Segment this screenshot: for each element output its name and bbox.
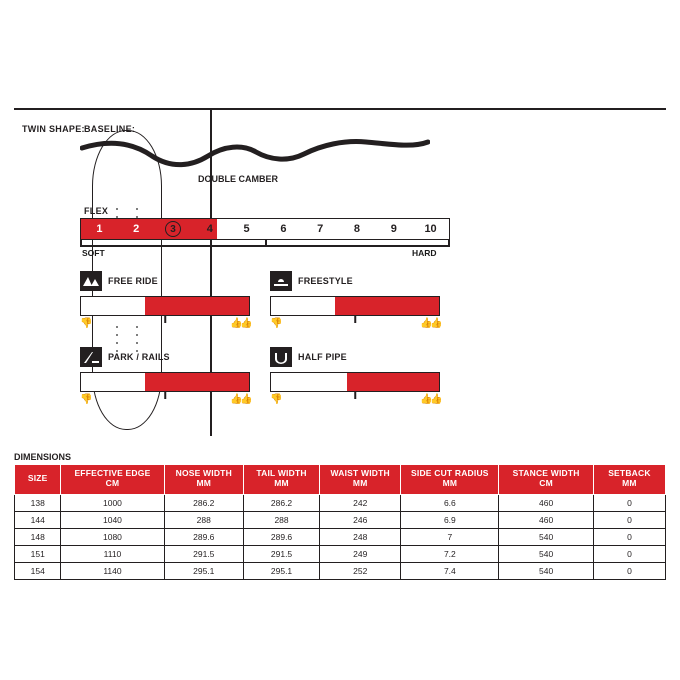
discipline-header — [270, 346, 440, 368]
thumbs-up-icon: 👍 — [430, 318, 443, 329]
cell-effective-edge: 1000 — [61, 494, 164, 511]
discipline-header — [270, 270, 440, 292]
discipline-rating-fill — [347, 373, 439, 391]
discipline-rating-bar[interactable] — [270, 296, 440, 316]
dimensions-label: DIMENSIONS — [14, 452, 72, 462]
insert-dot — [116, 342, 118, 344]
insert-dot — [136, 208, 138, 210]
table-row — [15, 528, 666, 545]
table-row — [15, 545, 666, 562]
cell-stance-width: 460 — [499, 494, 594, 511]
cell-tail-width: 288 — [244, 511, 320, 528]
column-header-size: SIZE — [15, 465, 61, 495]
discipline-rating-bar[interactable] — [270, 372, 440, 392]
flex-selected-marker: 3 — [165, 221, 181, 237]
thumbs-up-icon: 👍 — [230, 318, 243, 329]
column-header-tail-width: TAIL WIDTH MM — [244, 465, 320, 495]
flex-number-row — [81, 219, 449, 239]
table-header-row — [15, 465, 666, 495]
discipline-rating-bar[interactable] — [80, 296, 250, 316]
thumbs-up-icon: 👍 — [420, 318, 433, 329]
twin-shape-label: TWIN SHAPE: — [22, 124, 85, 134]
cell-setback: 0 — [593, 562, 665, 579]
cell-effective-edge: 1140 — [61, 562, 164, 579]
table-row — [15, 562, 666, 579]
freestyle-icon — [270, 271, 292, 291]
discipline-rating-fill — [145, 297, 249, 315]
flex-label: FLEX — [84, 206, 109, 216]
cell-stance-width: 540 — [499, 528, 594, 545]
flex-step-6[interactable]: 6 — [280, 223, 287, 235]
discipline-title: HALF PIPE — [298, 352, 347, 362]
column-header-waist-width: WAIST WIDTH MM — [320, 465, 401, 495]
thumbs-down-icon: 👎 — [270, 394, 283, 405]
rating-midpoint-tick — [354, 392, 356, 399]
rating-midpoint-tick — [354, 316, 356, 323]
discipline-title: PARK / RAILS — [108, 352, 170, 362]
cell-setback: 0 — [593, 545, 665, 562]
discipline-half-pipe — [270, 346, 443, 412]
rail-icon — [80, 347, 102, 367]
cell-nose-width: 289.6 — [164, 528, 244, 545]
flex-step-5[interactable]: 5 — [243, 223, 250, 235]
cell-waist-width: 249 — [320, 545, 401, 562]
discipline-rating-fill — [145, 373, 249, 391]
cell-waist-width: 248 — [320, 528, 401, 545]
rating-midpoint-tick — [164, 392, 166, 399]
cell-size: 144 — [15, 511, 61, 528]
thumbs-down-icon: 👎 — [270, 318, 283, 329]
cell-setback: 0 — [593, 494, 665, 511]
flex-step-2[interactable]: 2 — [133, 223, 140, 235]
cell-size: 148 — [15, 528, 61, 545]
column-header-nose-width: NOSE WIDTH MM — [164, 465, 244, 495]
cell-side-cut-radius: 7.2 — [401, 545, 499, 562]
cell-waist-width: 242 — [320, 494, 401, 511]
top-divider — [14, 108, 666, 110]
discipline-header — [80, 270, 250, 292]
camber-caption: DOUBLE CAMBER — [198, 174, 278, 184]
discipline-title: FREESTYLE — [298, 276, 353, 286]
insert-dot — [116, 208, 118, 210]
cell-side-cut-radius: 7.4 — [401, 562, 499, 579]
cell-nose-width: 286.2 — [164, 494, 244, 511]
flex-step-9[interactable]: 9 — [390, 223, 397, 235]
insert-dot — [136, 342, 138, 344]
column-header-stance-width: STANCE WIDTH CM — [499, 465, 594, 495]
cell-tail-width: 291.5 — [244, 545, 320, 562]
thumbs-up-icon: 👍 — [240, 318, 253, 329]
cell-nose-width: 295.1 — [164, 562, 244, 579]
cell-side-cut-radius: 6.9 — [401, 511, 499, 528]
discipline-header — [80, 346, 250, 368]
flex-axis-line — [80, 245, 450, 247]
cell-size: 154 — [15, 562, 61, 579]
cell-waist-width: 252 — [320, 562, 401, 579]
flex-step-4[interactable]: 4 — [206, 223, 213, 235]
thumbs-down-icon: 👎 — [80, 318, 93, 329]
thumbs-up-icon: 👍 — [420, 394, 433, 405]
rating-midpoint-tick — [164, 316, 166, 323]
table-row — [15, 511, 666, 528]
cell-tail-width: 289.6 — [244, 528, 320, 545]
cell-size: 151 — [15, 545, 61, 562]
cell-size: 138 — [15, 494, 61, 511]
spec-area — [14, 108, 666, 438]
discipline-park-rails — [80, 346, 253, 412]
cell-stance-width: 540 — [499, 562, 594, 579]
cell-tail-width: 286.2 — [244, 494, 320, 511]
flex-step-10[interactable]: 10 — [424, 223, 437, 235]
flex-hard-label: HARD — [412, 248, 437, 258]
column-header-effective-edge: EFFECTIVE EDGE CM — [61, 465, 164, 495]
flex-step-3-selected[interactable] — [155, 219, 192, 239]
cell-waist-width: 246 — [320, 511, 401, 528]
cell-effective-edge: 1040 — [61, 511, 164, 528]
cell-stance-width: 460 — [499, 511, 594, 528]
cell-side-cut-radius: 7 — [401, 528, 499, 545]
cell-stance-width: 540 — [499, 545, 594, 562]
double-camber-profile-icon — [80, 136, 430, 172]
cell-setback: 0 — [593, 528, 665, 545]
cell-tail-width: 295.1 — [244, 562, 320, 579]
mountain-icon — [80, 271, 102, 291]
cell-nose-width: 291.5 — [164, 545, 244, 562]
discipline-title: FREE RIDE — [108, 276, 158, 286]
discipline-rating-bar[interactable] — [80, 372, 250, 392]
flex-step-1[interactable]: 1 — [96, 223, 103, 235]
column-header-setback: SETBACK MM — [593, 465, 665, 495]
flex-step-8[interactable]: 8 — [353, 223, 361, 235]
dimensions-table — [14, 464, 666, 580]
cell-effective-edge: 1110 — [61, 545, 164, 562]
flex-scale[interactable] — [80, 218, 450, 240]
cell-effective-edge: 1080 — [61, 528, 164, 545]
cell-nose-width: 288 — [164, 511, 244, 528]
thumbs-up-icon: 👍 — [230, 394, 243, 405]
thumbs-down-icon: 👎 — [80, 394, 93, 405]
discipline-freestyle — [270, 270, 443, 336]
flex-step-7[interactable]: 7 — [317, 223, 324, 235]
column-header-side-cut-radius: SIDE CUT RADIUS MM — [401, 465, 499, 495]
cell-setback: 0 — [593, 511, 665, 528]
flex-soft-label: SOFT — [82, 248, 105, 258]
halfpipe-icon — [270, 347, 292, 367]
baseline-label: BASELINE: — [84, 124, 136, 134]
discipline-free-ride — [80, 270, 253, 336]
table-row — [15, 494, 666, 511]
discipline-rating-fill — [335, 297, 439, 315]
thumbs-up-icon: 👍 — [430, 394, 443, 405]
cell-side-cut-radius: 6.6 — [401, 494, 499, 511]
thumbs-up-icon: 👍 — [240, 394, 253, 405]
